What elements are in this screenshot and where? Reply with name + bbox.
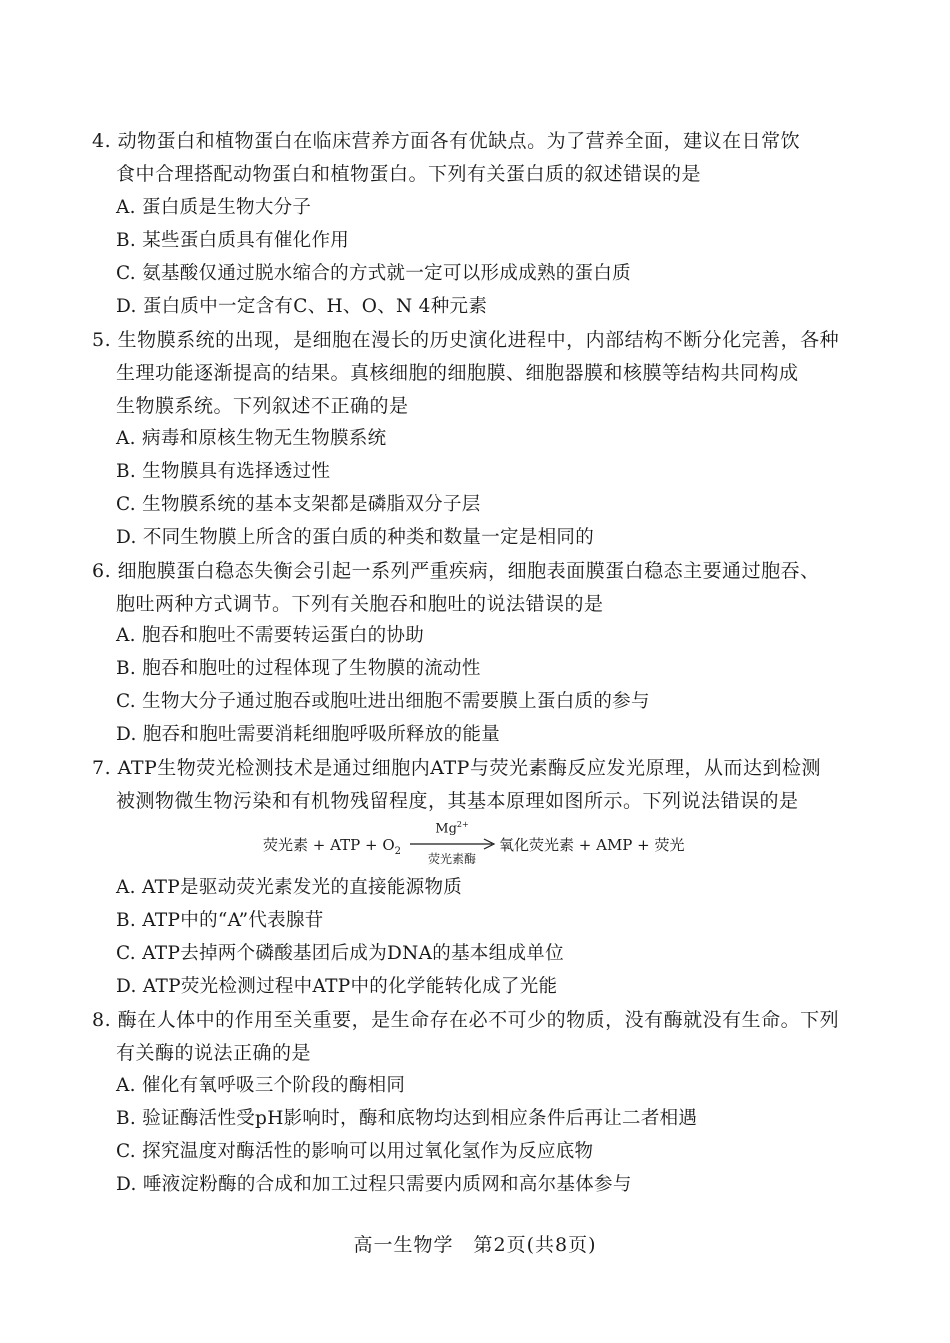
question-6-option-a: A. 胞吞和胞吐不需要转运蛋白的协助 <box>116 625 425 646</box>
question-5-option-c: C. 生物膜系统的基本支架都是磷脂双分子层 <box>116 494 481 515</box>
question-8-option-b: B. 验证酶活性受pH影响时，酶和底物均达到相应条件后再让二者相遇 <box>116 1108 698 1129</box>
question-4-option-a: A. 蛋白质是生物大分子 <box>116 197 312 218</box>
catalyst-mg-charge: 2+ <box>456 820 469 829</box>
question-8-stem-line-2: 有关酶的说法正确的是 <box>116 1042 312 1064</box>
question-7-stem-line-1: 7. ATP生物荧光检测技术是通过细胞内ATP与荧光素酶反应发光原理，从而达到检测 <box>92 757 821 779</box>
question-4-stem-line-2: 食中合理搭配动物蛋白和植物蛋白。下列有关蛋白质的叙述错误的是 <box>116 163 702 185</box>
question-5-option-b: B. 生物膜具有选择透过性 <box>116 461 331 482</box>
question-4-option-b: B. 某些蛋白质具有催化作用 <box>116 230 350 251</box>
question-7-option-a: A. ATP是驱动荧光素发光的直接能源物质 <box>116 877 463 898</box>
question-4-option-c: C. 氨基酸仅通过脱水缩合的方式就一定可以形成成熟的蛋白质 <box>116 263 631 284</box>
question-7-stem-line-2: 被测物微生物污染和有机物残留程度，其基本原理如图所示。下列说法错误的是 <box>116 790 799 812</box>
question-6-option-c: C. 生物大分子通过胞吞或胞吐进出细胞不需要膜上蛋白质的参与 <box>116 691 650 712</box>
atp-reaction-equation <box>263 818 703 868</box>
question-8-option-a: A. 催化有氧呼吸三个阶段的酶相同 <box>116 1075 406 1096</box>
question-6-option-b: B. 胞吞和胞吐的过程体现了生物膜的流动性 <box>116 658 481 679</box>
question-8-option-d: D. 唾液淀粉酶的合成和加工过程只需要内质网和高尔基体参与 <box>116 1174 632 1195</box>
reaction-arrow-group <box>408 818 496 868</box>
page-footer: 高一生物学 第2页(共8页) <box>353 1234 597 1256</box>
catalyst-enzyme: 荧光素酶 <box>427 852 476 866</box>
question-8-option-c: C. 探究温度对酶活性的影响可以用过氧化氢作为反应底物 <box>116 1141 594 1162</box>
question-7-option-b: B. ATP中的“A”代表腺苷 <box>116 910 324 931</box>
question-5-stem-line-2: 生理功能逐渐提高的结果。真核细胞的细胞膜、细胞器膜和核膜等结构共同构成 <box>116 362 799 384</box>
question-5-option-d: D. 不同生物膜上所含的蛋白质的种类和数量一定是相同的 <box>116 527 595 548</box>
question-6-option-d: D. 胞吞和胞吐需要消耗细胞呼吸所释放的能量 <box>116 724 501 745</box>
question-6-stem-line-1: 6. 细胞膜蛋白稳态失衡会引起一系列严重疾病，细胞表面膜蛋白稳态主要通过胞吞、 <box>92 560 820 582</box>
question-4-option-d: D. 蛋白质中一定含有C、H、O、N 4种元素 <box>116 296 488 317</box>
equation-reactants <box>263 834 401 857</box>
question-6-stem-line-2: 胞吐两种方式调节。下列有关胞吞和胞吐的说法错误的是 <box>116 593 604 615</box>
o2-subscript: 2 <box>394 846 401 857</box>
catalyst-mg-text: Mg <box>435 821 457 837</box>
question-8-stem-line-1: 8. 酶在人体中的作用至关重要，是生命存在必不可少的物质，没有酶就没有生命。下列 <box>92 1009 840 1031</box>
question-7-option-d: D. ATP荧光检测过程中ATP中的化学能转化成了光能 <box>116 976 558 997</box>
question-5-option-a: A. 病毒和原核生物无生物膜系统 <box>116 428 387 449</box>
equation-products: 氧化荧光素 + AMP + 荧光 <box>499 836 685 854</box>
question-5-stem-line-1: 5. 生物膜系统的出现，是细胞在漫长的历史演化进程中，内部结构不断分化完善，各种 <box>92 329 840 351</box>
question-5-stem-line-3: 生物膜系统。下列叙述不正确的是 <box>116 395 409 417</box>
equation-reactants-text: 荧光素 + ATP + O <box>263 836 395 854</box>
question-7-option-c: C. ATP去掉两个磷酸基团后成为DNA的基本组成单位 <box>116 943 564 964</box>
question-4-stem-line-1: 4. 动物蛋白和植物蛋白在临床营养方面各有优缺点。为了营养全面，建议在日常饮 <box>92 130 801 152</box>
